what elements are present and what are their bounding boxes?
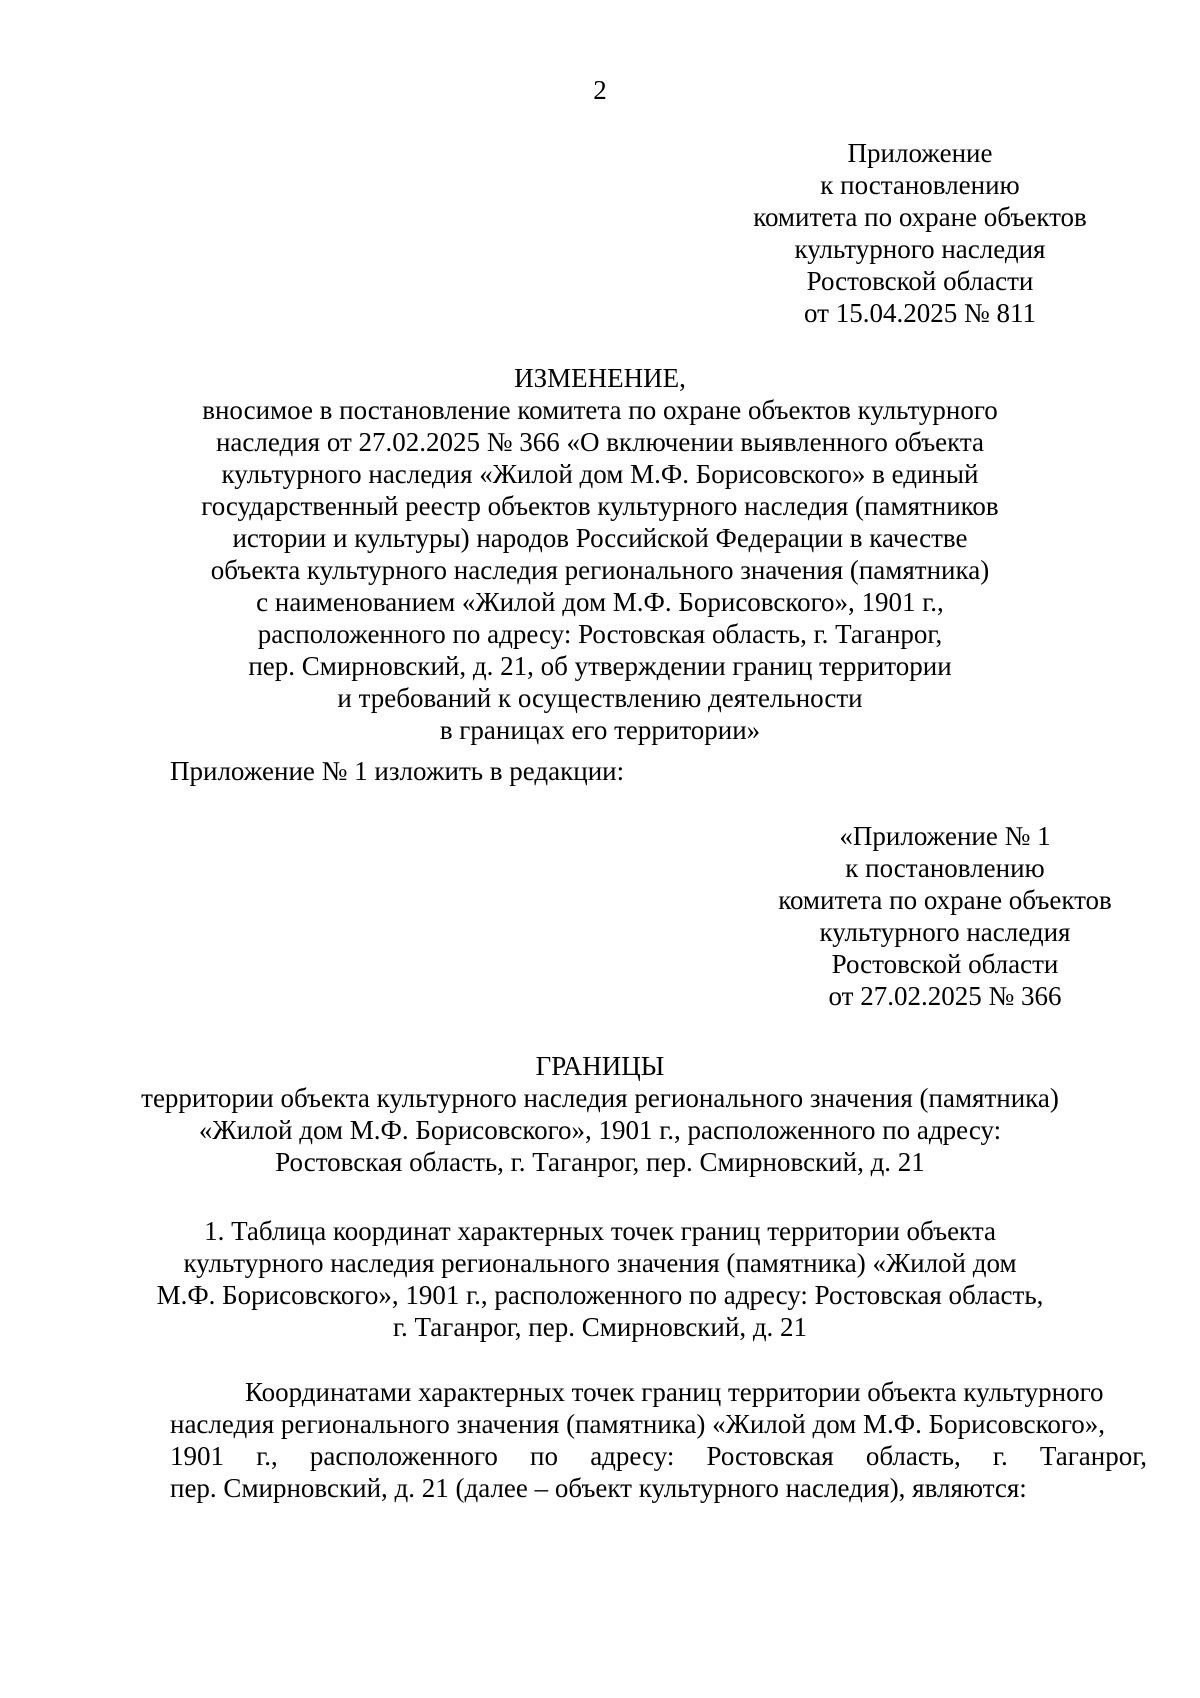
table-heading-line: г. Таганрог, пер. Смирновский, д. 21 [392,1312,808,1342]
appendix-header [715,137,1125,329]
table-heading-line: 1. Таблица координат характерных точек границ территории объекта [204,1216,996,1246]
borders-subtitle-line: Ростовская область, г. Таганрог, пер. Смирновский, д. 21 [275,1147,925,1177]
appendix-1-header-line: комитета по охране объектов [778,885,1112,915]
change-subtitle-line: объекта культурного наследия регионального значения (памятника) [210,555,990,585]
change-subtitle-line: расположенного по адресу: Ростовская область, г. Таганрог, [257,619,943,649]
page-number: 2 [593,75,607,105]
appendix-1-header-line: культурного наследия [819,917,1071,947]
coordinates-table-heading [100,1215,1100,1343]
change-subtitle-line: вносимое в постановление комитета по охране объектов культурного [202,395,998,425]
appendix-header-line: к постановлению [820,170,1020,200]
appendix-header-line: от 15.04.2025 № 811 [804,298,1036,328]
paragraph-line: 1901 г., расположенного по адресу: Ростовская область, г. Таганрог, [170,1441,1147,1471]
instruction-text: Приложение № 1 изложить в редакции: [170,756,625,786]
coordinates-paragraph [170,1376,1147,1504]
appendix-1-header-line: к постановлению [845,853,1045,883]
change-subtitle-line: истории и культуры) народов Российской Федерации в качестве [232,523,968,553]
change-subtitle-line: в границах его территории» [439,715,761,745]
change-title: ИЗМЕНЕНИЕ, [514,363,686,393]
borders-title: ГРАНИЦЫ [535,1051,665,1081]
change-subtitle-line: культурного наследия «Жилой дом М.Ф. Борисовского» в единый [221,459,979,489]
table-heading-line: культурного наследия регионального значения (памятника) «Жилой дом [183,1248,1017,1278]
appendix-header-line: Приложение [847,138,993,168]
borders-subtitle-line: территории объекта культурного наследия регионального значения (памятника) [141,1083,1059,1113]
change-title-block [100,362,1100,746]
appendix-1-header-line: «Приложение № 1 [839,821,1051,851]
change-subtitle-line: с наименованием «Жилой дом М.Ф. Борисовского», 1901 г., [256,587,944,617]
appendix-1-header-line: Ростовской области [831,949,1059,979]
appendix-1-header-line: от 27.02.2025 № 366 [828,981,1062,1011]
appendix-1-header [740,820,1150,1012]
table-heading-line: М.Ф. Борисовского», 1901 г., расположенного по адресу: Ростовская область, [156,1280,1044,1310]
paragraph-line: Координатами характерных точек границ территории объекта культурного [245,1377,1104,1407]
paragraph-line: наследия регионального значения (памятника) «Жилой дом М.Ф. Борисовского», [170,1409,1106,1439]
appendix-header-line: Ростовской области [806,266,1034,296]
borders-title-block [100,1050,1100,1178]
appendix-header-line: комитета по охране объектов [753,202,1087,232]
appendix-header-line: культурного наследия [794,234,1046,264]
borders-subtitle-line: «Жилой дом М.Ф. Борисовского», 1901 г., расположенного по адресу: [198,1115,1002,1145]
paragraph-line: пер. Смирновский, д. 21 (далее – объект культурного наследия), являются: [170,1473,1027,1503]
change-subtitle-line: пер. Смирновский, д. 21, об утверждении границ территории [248,651,952,681]
change-subtitle-line: государственный реестр объектов культурного наследия (памятников [201,491,999,521]
change-subtitle-line: и требований к осуществлению деятельности [337,683,863,713]
change-subtitle-line: наследия от 27.02.2025 № 366 «О включении выявленного объекта [215,427,985,457]
